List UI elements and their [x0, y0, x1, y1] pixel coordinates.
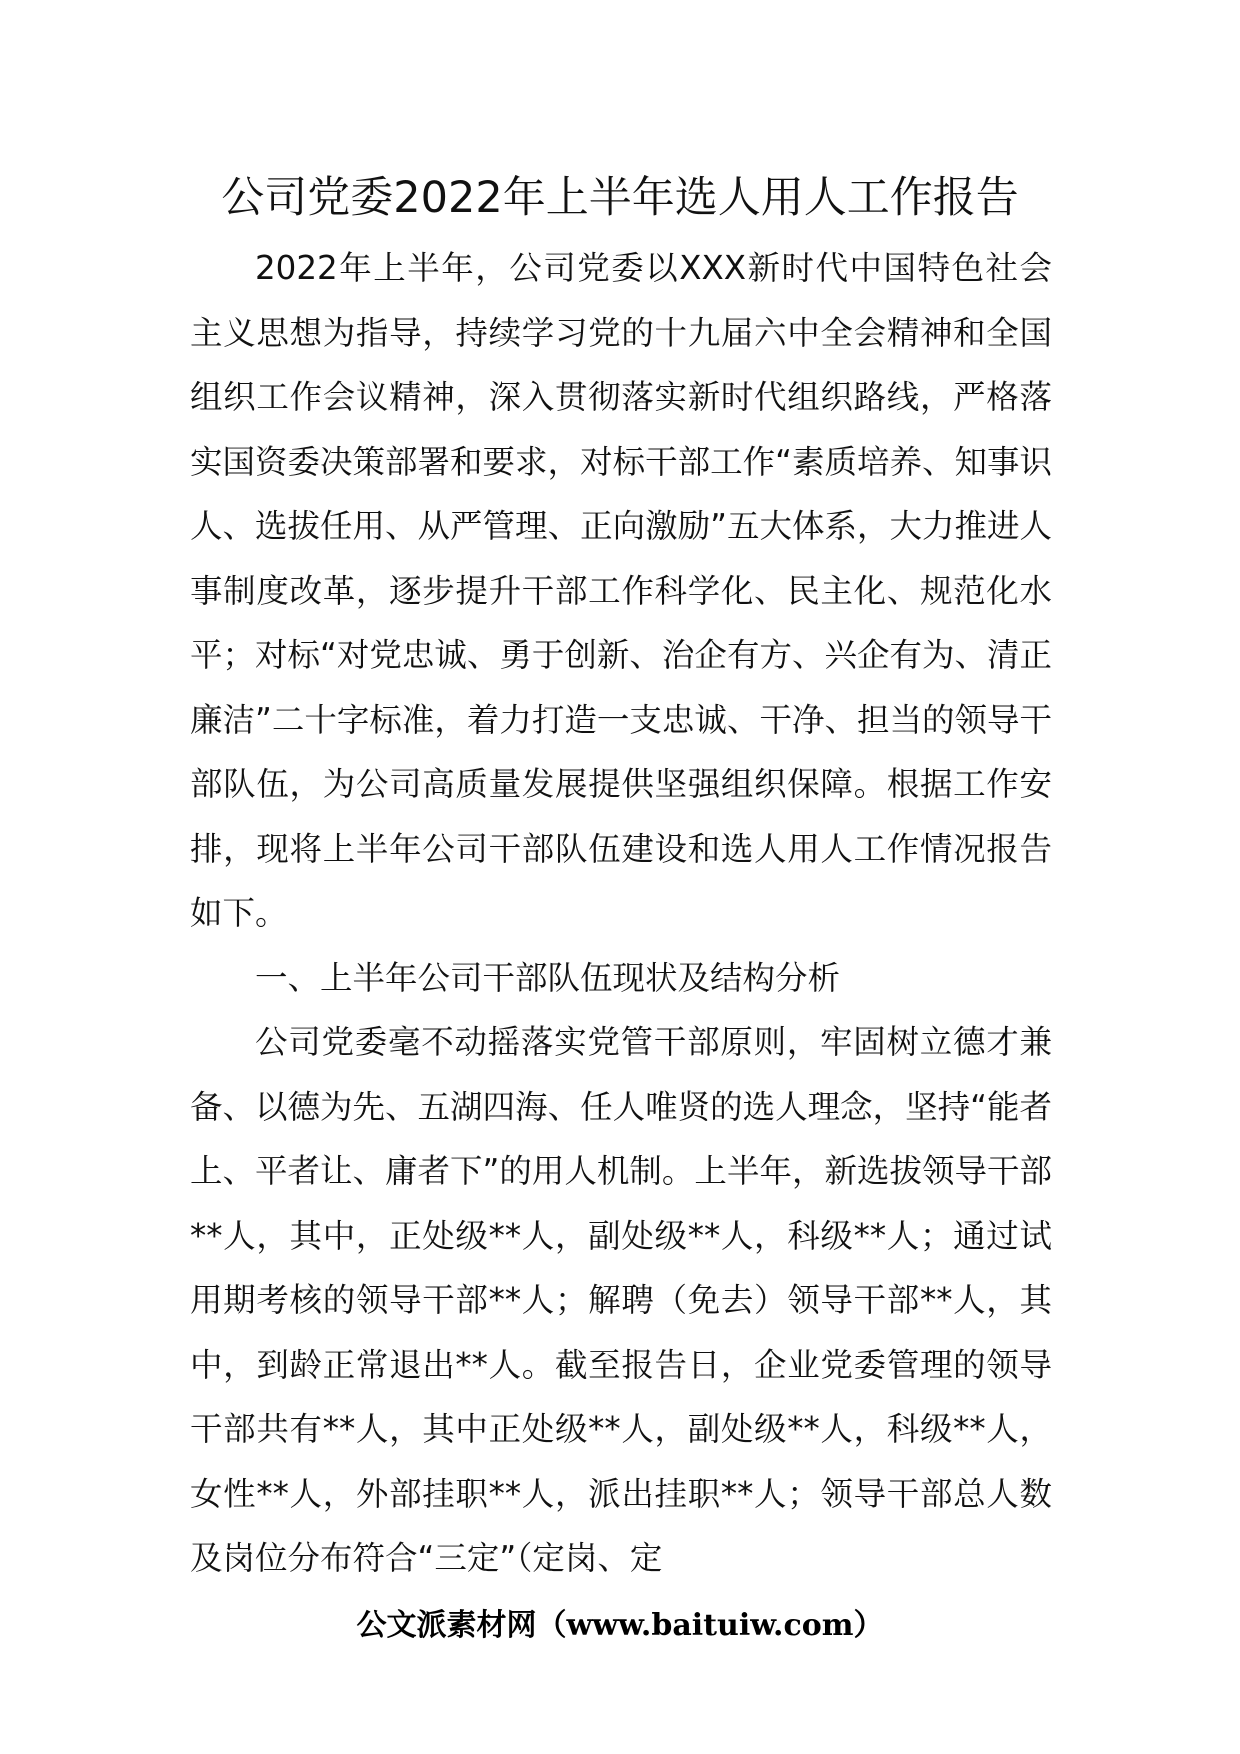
- section-heading-1: 一、上半年公司干部队伍现状及结构分析: [255, 958, 841, 997]
- paragraph-intro: 2022年上半年，公司党委以XXX新时代中国特色社会主义思想为指导，持续学习党的十九届六中全会精神和全国组织工作会议精神，深入贯彻落实新时代组织路线，严格落实国资委决策部署和要求，对标干部工作“素质培养、知事识人、选拔任用、从严管理、正向激励”五大体系，大力推进人事制度改革，逐步提升干部工作科学化、民主化、规范化水平；对标“对党忠诚、勇于创新、治企有方、兴企有为、清正廉洁”二十字标准，着力打造一支忠诚、干净、担当的领导干部队伍，为公司高质量发展提供坚强组织保障。根据工作安排，现将上半年公司干部队伍建设和选人用人工作情况报告如下。: [190, 249, 1052, 932]
- paragraph-section-1: 公司党委毫不动摇落实党管干部原则，牢固树立德才兼备、以德为先、五湖四海、任人唯贤的选人理念，坚持“能者上、平者让、庸者下”的用人机制。上半年，新选拔领导干部**人，其中，正处级**人，副处级**人，科级**人；通过试用期考核的领导干部**人；解聘（免去）领导干部**人，其中，到龄正常退出**人。截至报告日，企业党委管理的领导干部共有**人，其中正处级**人，副处级**人，科级**人，女性**人，外部挂职**人，派出挂职**人；领导干部总人数及岗位分布符合“三定”（定岗、定: [190, 1023, 1052, 1577]
- footer-watermark: 公文派素材网（www.baituiw.com）: [356, 1608, 884, 1643]
- document-title: 公司党委2022年上半年选人用人工作报告: [221, 173, 1019, 223]
- document-body: [190, 236, 1052, 1591]
